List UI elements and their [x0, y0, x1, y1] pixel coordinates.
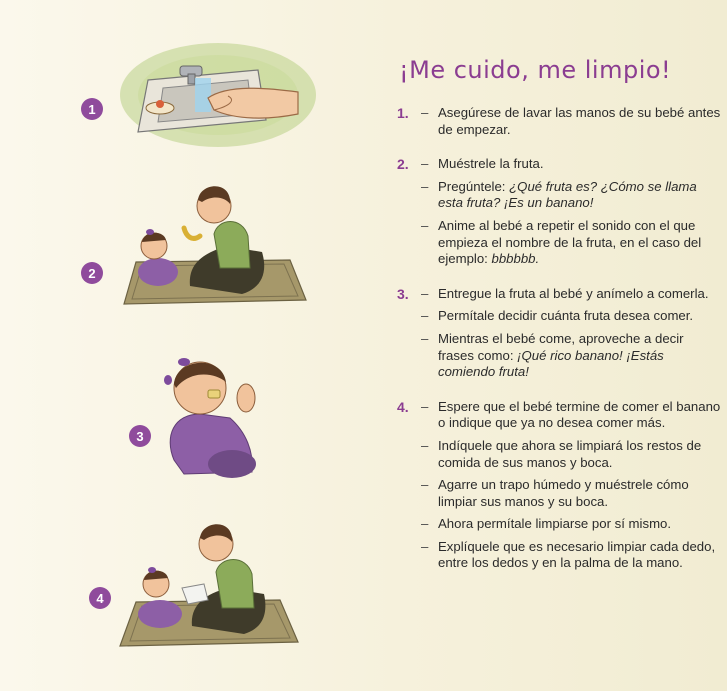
text-segment: Indíquele que ahora se limpiará los restos de comida de sus manos y boca. [438, 437, 702, 470]
step-3 [397, 286, 722, 381]
step-sub-item [397, 308, 722, 325]
step-main-item [397, 399, 722, 432]
text-segment: Pregúntele: [438, 178, 510, 194]
italic-phrase: ¿Qué fruta es? ¿Cómo se llama esta fruta? ¡Es un banano! [438, 178, 697, 211]
dash-bullet: – [421, 217, 429, 233]
step-sub-item [397, 438, 722, 471]
step-sub-item [397, 179, 722, 212]
dash-bullet: – [421, 516, 429, 532]
step-number: 4. [397, 398, 409, 415]
dash-bullet: – [421, 105, 429, 120]
step-main-item [397, 156, 722, 173]
instructions-list [397, 105, 722, 590]
step-text [438, 286, 722, 303]
dash-bullet: – [421, 330, 429, 346]
dash-bullet: – [421, 398, 429, 414]
step-text [438, 438, 722, 471]
step-main-item [397, 286, 722, 303]
italic-phrase: ¡Qué rico banano! ¡Estás comiendo fruta! [438, 347, 664, 380]
text-segment: Anime al bebé a repetir el sonido con el que empieza el nombre de la fruta, en el caso del ejemplo: [438, 217, 702, 267]
text-segment: Asegúrese de lavar las manos de su bebé antes de empezar. [438, 105, 721, 137]
dash-bullet: – [421, 437, 429, 453]
page-title: ¡Me cuido, me limpio! [399, 56, 672, 84]
text-segment: Mientras el bebé come, aproveche a decir frases como: [438, 330, 684, 363]
cleaning-hands-illustration [118, 514, 304, 650]
step-sub-item [397, 218, 722, 268]
show-fruit-illustration [122, 176, 308, 308]
step-badge-3: 3 [129, 425, 151, 447]
step-sub-item [397, 331, 722, 381]
baby-eating-illustration [160, 348, 270, 482]
step-number: 1. [397, 105, 409, 121]
step-badge-2: 2 [81, 262, 103, 284]
step-text [438, 105, 722, 138]
step-text [438, 539, 722, 572]
text-segment: Explíquele que es necesario limpiar cada dedo, entre los dedos y en la palma de la mano. [438, 538, 716, 571]
step-main-item [397, 105, 722, 138]
handwashing-illustration [118, 40, 318, 150]
step-text [438, 477, 722, 510]
step-badge-4: 4 [89, 587, 111, 609]
step-4 [397, 399, 722, 572]
dash-bullet: – [421, 178, 429, 194]
step-number: 2. [397, 156, 409, 173]
text-segment: Ahora permítale limpiarse por sí mismo. [438, 516, 672, 532]
step-text [438, 516, 722, 533]
step-sub-item [397, 516, 722, 533]
dash-bullet: – [421, 538, 429, 554]
text-segment: Permítale decidir cuánta fruta desea comer. [438, 308, 694, 324]
italic-phrase: bbbbbb. [491, 251, 540, 267]
step-text [438, 156, 722, 173]
step-sub-item [397, 477, 722, 510]
step-text [438, 218, 722, 268]
dash-bullet: – [421, 156, 429, 172]
dash-bullet: – [421, 477, 429, 493]
step-text [438, 308, 722, 325]
step-1 [397, 105, 722, 138]
step-text [438, 331, 722, 381]
text-segment: Muéstrele la fruta. [438, 156, 544, 172]
step-text [438, 399, 722, 432]
text-segment: Agarre un trapo húmedo y muéstrele cómo limpiar sus manos y su boca. [438, 477, 689, 509]
step-badge-1: 1 [81, 98, 103, 120]
step-number: 3. [397, 285, 409, 302]
step-2 [397, 156, 722, 268]
text-segment: Entregue la fruta al bebé y anímelo a comerla. [438, 285, 709, 301]
dash-bullet: – [421, 308, 429, 324]
dash-bullet: – [421, 285, 429, 301]
text-segment: Espere que el bebé termine de comer el banano o indique que ya no desea comer más. [438, 398, 721, 431]
step-sub-item [397, 539, 722, 572]
step-text [438, 179, 722, 212]
